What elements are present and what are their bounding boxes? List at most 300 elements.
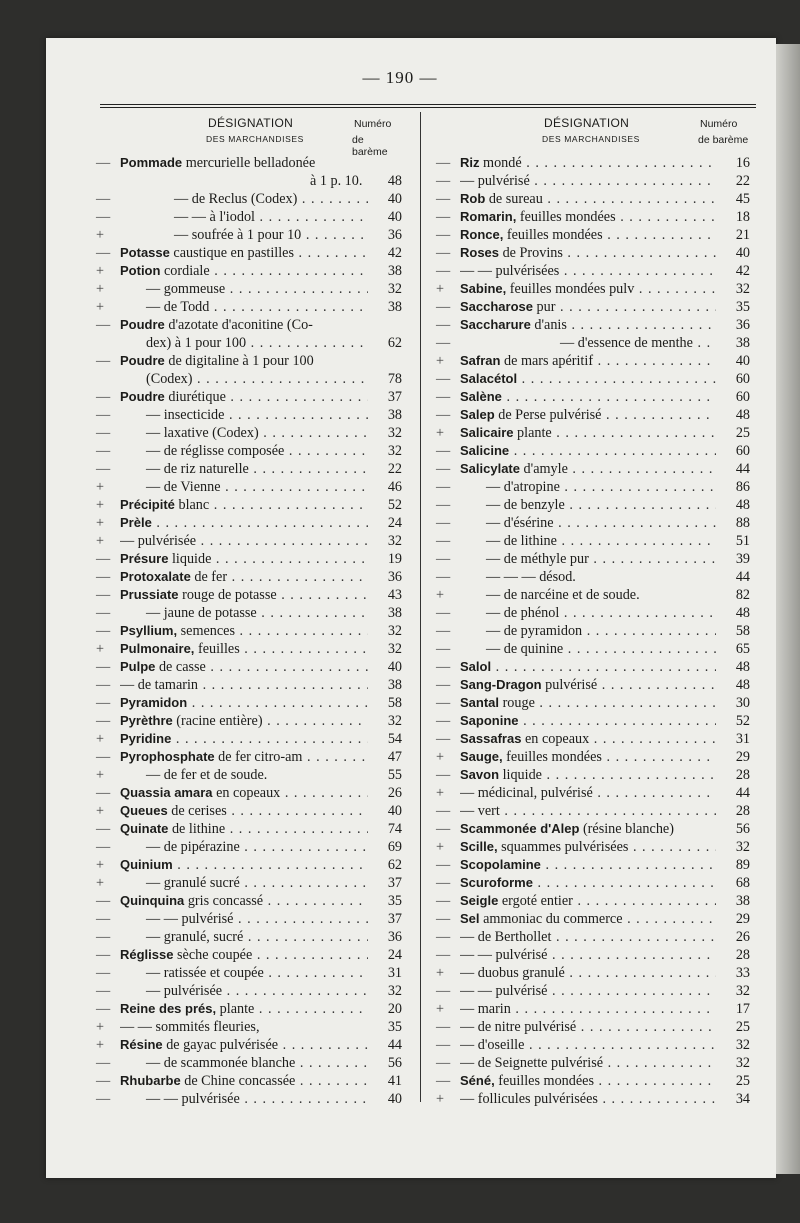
row-marker: — [436, 893, 451, 909]
table-row [96, 622, 402, 640]
product-description: — granulé sucré [146, 875, 240, 891]
row-marker: + [436, 1001, 445, 1017]
table-row [96, 820, 402, 838]
product-description: de sureau [485, 191, 543, 207]
table-row [436, 352, 750, 370]
row-marker: — [96, 947, 111, 963]
tariff-number: 38 [387, 263, 402, 279]
table-row [96, 838, 402, 856]
merchandise-designation [460, 640, 716, 658]
table-row [96, 874, 402, 892]
tariff-number: 32 [735, 1037, 750, 1053]
product-name: Seigle [460, 893, 499, 908]
product-name: Quinium [120, 857, 173, 872]
row-marker: — [96, 191, 111, 207]
row-marker: — [96, 965, 111, 981]
table-row [96, 1054, 402, 1072]
product-description: diurétique [164, 389, 226, 405]
tariff-number: 28 [735, 947, 750, 963]
product-name: Rob [460, 191, 486, 206]
merchandise-designation [120, 622, 368, 640]
product-description: feuilles mondées [516, 209, 616, 225]
designation-heading: DÉSIGNATION [208, 116, 294, 130]
page-edge [776, 44, 800, 1174]
row-marker: + [96, 227, 105, 243]
row-marker: — [96, 245, 111, 261]
product-description: d'anis [530, 317, 567, 333]
merchandise-designation [120, 640, 368, 658]
tariff-number: 32 [387, 983, 402, 999]
product-description: plante [216, 1001, 255, 1017]
tariff-number: 16 [735, 155, 750, 171]
merchandise-designation [120, 874, 368, 892]
tariff-number: 37 [387, 389, 402, 405]
tariff-number: 48 [387, 173, 402, 189]
product-description: squammes pulvérisées [497, 839, 629, 855]
table-row [96, 658, 402, 676]
row-marker: + [436, 353, 445, 369]
product-description: — de Vienne [146, 479, 221, 495]
row-marker: — [436, 911, 451, 927]
row-marker: + [96, 641, 105, 657]
tariff-number: 40 [387, 1091, 402, 1107]
table-row [436, 676, 750, 694]
left-column [96, 112, 402, 1108]
product-description: liquide [168, 551, 212, 567]
merchandise-designation [120, 712, 368, 730]
table-row [96, 442, 402, 460]
merchandise-designation [460, 568, 716, 586]
product-description: de mars apéritif [500, 353, 594, 369]
table-row [96, 1072, 402, 1090]
product-name: Saponine [460, 713, 519, 728]
product-description: de casse [155, 659, 206, 675]
row-marker: — [96, 623, 111, 639]
table-row [436, 982, 750, 1000]
tariff-number: 40 [735, 353, 750, 369]
tariff-number: 41 [387, 1073, 402, 1089]
merchandise-designation [460, 694, 716, 712]
product-name: Sang-Dragon [460, 677, 542, 692]
product-name: Sassafras [460, 731, 522, 746]
page-number: — 190 — [362, 68, 438, 87]
table-row [436, 478, 750, 496]
tariff-number: 48 [735, 497, 750, 513]
merchandise-designation [120, 568, 368, 586]
table-row [96, 694, 402, 712]
row-marker: — [96, 695, 111, 711]
product-description: (Codex) [146, 371, 193, 387]
tariff-number: 60 [735, 371, 750, 387]
merchandise-designation [120, 604, 368, 622]
table-row [436, 1000, 750, 1018]
row-marker: + [96, 1037, 105, 1053]
row-marker: — [436, 371, 451, 387]
merchandise-designation [460, 892, 716, 910]
product-description: — insecticide [146, 407, 225, 423]
product-name: Rhubarbe [120, 1073, 181, 1088]
tariff-number: 26 [387, 785, 402, 801]
tariff-number: 44 [735, 461, 750, 477]
tariff-number: 60 [735, 443, 750, 459]
merchandise-designation [460, 388, 716, 406]
table-row [436, 568, 750, 586]
row-marker: — [96, 389, 111, 405]
table-row [96, 370, 402, 388]
product-name: Pyridine [120, 731, 172, 746]
row-marker: — [436, 389, 451, 405]
product-description: d'azotate d'aconitine (Co- [164, 317, 313, 333]
merchandise-designation [120, 226, 368, 244]
merchandise-designation [120, 496, 368, 514]
product-description: mondé [479, 155, 522, 171]
product-name: Saccharose [460, 299, 533, 314]
product-name: Salène [460, 389, 502, 404]
product-description: — de Reclus (Codex) [174, 191, 298, 207]
row-marker: — [436, 857, 451, 873]
row-marker: — [96, 569, 111, 585]
product-description: — d'essence de menthe [560, 335, 693, 351]
merchandise-designation [460, 298, 716, 316]
row-marker: — [96, 677, 111, 693]
row-marker: + [96, 803, 105, 819]
table-row [436, 172, 750, 190]
row-marker: + [436, 839, 445, 855]
table-row [96, 568, 402, 586]
product-name: Quinate [120, 821, 169, 836]
row-marker: + [436, 587, 445, 603]
tariff-number: 78 [387, 371, 402, 387]
merchandise-designation [460, 496, 716, 514]
table-row [96, 280, 402, 298]
tariff-number: 32 [735, 1055, 750, 1071]
merchandise-designation [460, 406, 716, 424]
product-description: feuilles mondées pulv [506, 281, 635, 297]
tariff-number: 28 [735, 803, 750, 819]
merchandise-designation [460, 370, 716, 388]
product-description: — médicinal, pulvérisé [460, 785, 593, 801]
tariff-number: 45 [735, 191, 750, 207]
tariff-number: 47 [387, 749, 402, 765]
row-marker: — [96, 209, 111, 225]
row-marker: — [436, 263, 451, 279]
row-marker: — [96, 317, 111, 333]
row-marker: — [436, 461, 451, 477]
product-description: — — pulvérisée [146, 1091, 240, 1107]
row-marker: + [436, 785, 445, 801]
table-row [436, 748, 750, 766]
product-name: Savon [460, 767, 500, 782]
right-entry-list [436, 154, 750, 1108]
product-description: — de quinine [486, 641, 564, 657]
product-name: Scuroforme [460, 875, 533, 890]
table-row [436, 802, 750, 820]
row-marker: — [96, 893, 111, 909]
table-row [96, 892, 402, 910]
product-description: — de narcéine et de soude. [486, 587, 640, 603]
tariff-number: 44 [735, 785, 750, 801]
merchandise-designation [460, 226, 716, 244]
left-entry-list [96, 154, 402, 1108]
merchandise-designation [460, 460, 716, 478]
row-marker: + [436, 281, 445, 297]
row-marker: — [436, 821, 451, 837]
tariff-number: 35 [387, 1019, 402, 1035]
product-description: liquide [499, 767, 542, 783]
table-row [96, 946, 402, 964]
row-marker: — [436, 515, 451, 531]
product-description: — marin [460, 1001, 511, 1017]
merchandise-designation [460, 946, 716, 964]
product-name: Résine [120, 1037, 163, 1052]
tariff-number: 36 [387, 929, 402, 945]
tariff-number: 82 [735, 587, 750, 603]
tariff-number: 32 [387, 641, 402, 657]
row-marker: — [436, 1037, 451, 1053]
row-marker: — [96, 587, 111, 603]
table-row [436, 496, 750, 514]
row-marker: — [436, 677, 451, 693]
tariff-number: 20 [387, 1001, 402, 1017]
product-description: — d'oseille [460, 1037, 525, 1053]
product-description: — de réglisse composée [146, 443, 285, 459]
tariff-number: 58 [387, 695, 402, 711]
product-name: Scopolamine [460, 857, 541, 872]
product-description: feuilles [194, 641, 240, 657]
merchandise-designation [460, 730, 716, 748]
table-row [436, 856, 750, 874]
row-marker: — [96, 1091, 111, 1107]
merchandise-designation [120, 658, 368, 676]
row-marker: + [96, 731, 105, 747]
tariff-number: 48 [735, 677, 750, 693]
header-rule [100, 104, 756, 105]
tariff-number: 48 [735, 659, 750, 675]
product-description: pur [533, 299, 556, 315]
row-marker: — [436, 335, 451, 351]
tariff-number: 32 [735, 281, 750, 297]
table-row [96, 190, 402, 208]
table-row [436, 442, 750, 460]
product-description: d'amyle [520, 461, 568, 477]
tariff-number: 32 [387, 713, 402, 729]
product-description: de gayac pulvérisée [162, 1037, 279, 1053]
tariff-number: 55 [387, 767, 402, 783]
merchandise-designation [460, 622, 716, 640]
product-description: feuilles mondées [494, 1073, 594, 1089]
row-marker: — [436, 191, 451, 207]
row-marker: + [96, 1019, 105, 1035]
product-description: — granulé, sucré [146, 929, 244, 945]
row-marker: — [436, 497, 451, 513]
product-description: feuilles mondées [502, 749, 602, 765]
tariff-number: 46 [387, 479, 402, 495]
tariff-number: 28 [735, 767, 750, 783]
product-description: de fer [190, 569, 228, 585]
merchandise-designation [460, 280, 716, 298]
row-marker: — [436, 209, 451, 225]
product-description: de Provins [499, 245, 563, 261]
product-name: Prèle [120, 515, 152, 530]
product-description: — — sommités fleuries, [120, 1019, 260, 1035]
merchandise-designation [120, 766, 368, 784]
merchandise-designation [460, 676, 716, 694]
table-row [96, 1018, 402, 1036]
product-description: — vert [460, 803, 500, 819]
tariff-number: 25 [735, 1019, 750, 1035]
product-description: sèche coupée [173, 947, 253, 963]
table-row [96, 208, 402, 226]
merchandise-designation [460, 1072, 716, 1090]
tariff-number: 18 [735, 209, 750, 225]
tariff-number: 38 [387, 407, 402, 423]
product-name: Salicine [460, 443, 510, 458]
row-marker: — [96, 551, 111, 567]
product-name: Romarin, [460, 209, 517, 224]
table-row [436, 1072, 750, 1090]
tariff-number: 32 [387, 533, 402, 549]
table-row [96, 712, 402, 730]
row-marker: — [436, 731, 451, 747]
product-description: de Perse pulvérisé [494, 407, 602, 423]
table-row [436, 370, 750, 388]
table-row [436, 658, 750, 676]
tariff-number: 22 [387, 461, 402, 477]
merchandise-designation [120, 586, 368, 604]
row-marker: — [436, 605, 451, 621]
tariff-number: 40 [387, 209, 402, 225]
table-row [96, 172, 402, 190]
product-name: Pyramidon [120, 695, 188, 710]
tariff-number: 35 [735, 299, 750, 315]
designation-subheading: DES MARCHANDISES [542, 134, 640, 144]
tariff-number: 43 [387, 587, 402, 603]
right-column-header [436, 112, 750, 152]
merchandise-designation [120, 910, 368, 928]
tariff-number: 38 [387, 299, 402, 315]
merchandise-designation [120, 172, 368, 190]
row-marker: — [436, 947, 451, 963]
merchandise-designation [460, 820, 716, 838]
tariff-number: 65 [735, 641, 750, 657]
product-description: — d'atropine [486, 479, 560, 495]
tariff-number: 38 [735, 893, 750, 909]
row-marker: — [96, 1073, 111, 1089]
table-row [436, 1036, 750, 1054]
product-description: à 1 p. 10. [310, 173, 363, 189]
product-name: Quinquina [120, 893, 185, 908]
header-rule-double [100, 107, 756, 108]
merchandise-designation [120, 190, 368, 208]
table-row [96, 1000, 402, 1018]
product-name: Santal [460, 695, 500, 710]
row-marker: — [96, 821, 111, 837]
row-marker: — [96, 155, 111, 171]
row-marker: — [436, 551, 451, 567]
product-name: Pommade [120, 155, 183, 170]
row-marker: — [436, 983, 451, 999]
merchandise-designation [120, 892, 368, 910]
tariff-number: 34 [735, 1091, 750, 1107]
table-row [436, 694, 750, 712]
designation-subheading: DES MARCHANDISES [206, 134, 304, 144]
tariff-number: 38 [387, 605, 402, 621]
merchandise-designation [460, 442, 716, 460]
row-marker: — [436, 1019, 451, 1035]
row-marker: — [436, 641, 451, 657]
merchandise-designation [460, 532, 716, 550]
tariff-number: 31 [735, 731, 750, 747]
product-description: de cerises [167, 803, 227, 819]
product-description: — gommeuse [146, 281, 226, 297]
numero-subheading: de barème [698, 134, 749, 146]
merchandise-designation [460, 334, 716, 352]
row-marker: + [96, 281, 105, 297]
table-row [96, 496, 402, 514]
row-marker: — [436, 659, 451, 675]
right-column [436, 112, 750, 1108]
product-name: Scammonée d'Alep [460, 821, 580, 836]
product-name: Protoxalate [120, 569, 191, 584]
merchandise-designation [460, 982, 716, 1000]
merchandise-designation [460, 190, 716, 208]
tariff-number: 44 [735, 569, 750, 585]
numero-heading: Numéro [354, 118, 392, 130]
product-description: — pulvérisée [146, 983, 223, 999]
merchandise-designation [460, 208, 716, 226]
product-description: — d'ésérine [486, 515, 554, 531]
tariff-number: 35 [387, 893, 402, 909]
tariff-number: 58 [735, 623, 750, 639]
tariff-number: 38 [387, 677, 402, 693]
product-name: Salep [460, 407, 495, 422]
merchandise-designation [120, 298, 368, 316]
merchandise-designation [120, 1000, 368, 1018]
product-description: — de fer et de soude. [146, 767, 268, 783]
row-marker: — [96, 785, 111, 801]
merchandise-designation [120, 1054, 368, 1072]
table-row [96, 748, 402, 766]
row-marker: — [436, 929, 451, 945]
merchandise-designation [460, 1036, 716, 1054]
table-row [436, 586, 750, 604]
merchandise-designation [460, 1018, 716, 1036]
product-description: — de phénol [486, 605, 560, 621]
table-row [96, 676, 402, 694]
tariff-number: 40 [387, 659, 402, 675]
table-row [436, 1018, 750, 1036]
table-row [436, 532, 750, 550]
row-marker: — [436, 569, 451, 585]
table-row [96, 352, 402, 370]
row-marker: — [436, 479, 451, 495]
row-marker: — [96, 911, 111, 927]
tariff-number: 69 [387, 839, 402, 855]
tariff-number: 29 [735, 911, 750, 927]
row-marker: — [96, 983, 111, 999]
table-row [436, 244, 750, 262]
merchandise-designation [120, 550, 368, 568]
tariff-number: 56 [387, 1055, 402, 1071]
product-description: mercurielle belladonée [182, 155, 316, 171]
row-marker: — [96, 443, 111, 459]
product-description: de lithine [168, 821, 226, 837]
tariff-number: 38 [735, 335, 750, 351]
product-name: Pyrèthre [120, 713, 173, 728]
table-row [436, 262, 750, 280]
row-marker: — [436, 299, 451, 315]
merchandise-designation [120, 1036, 368, 1054]
